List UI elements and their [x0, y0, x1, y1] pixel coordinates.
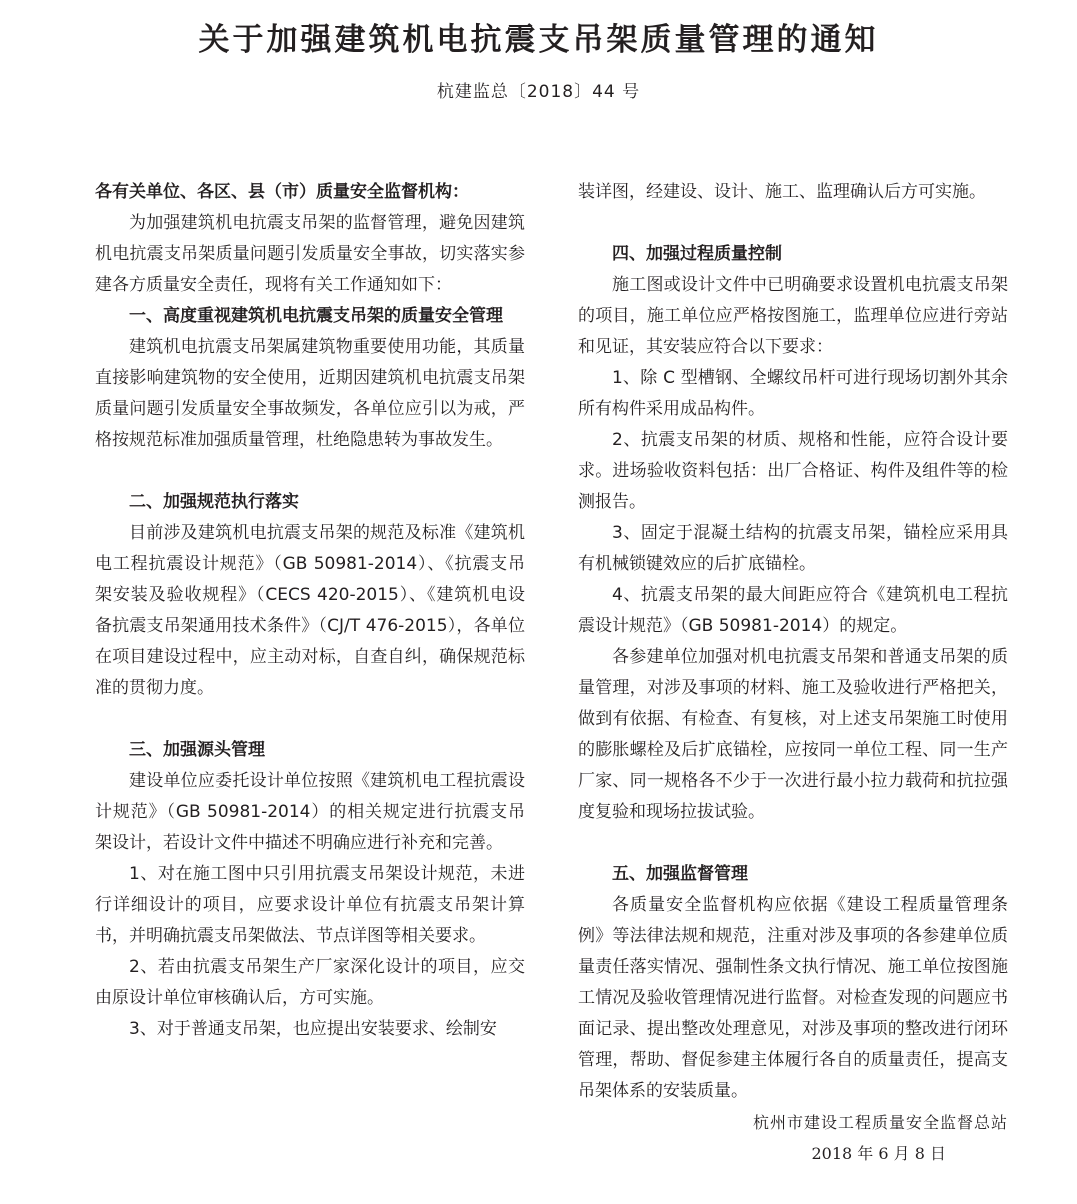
left-column — [95, 177, 525, 1045]
signature: 杭州市建设工程质量安全监督总站 — [752, 1113, 1008, 1132]
spacer — [95, 456, 525, 487]
section-4-heading: 四、加强过程质量控制 — [612, 244, 782, 264]
section-3-item-2: 2、若由抗震支吊架生产厂家深化设计的项目，应交由原设计单位审核确认后，方可实施。 — [95, 957, 525, 1008]
section-2-heading: 二、加强规范执行落实 — [129, 492, 299, 512]
document-title: 关于加强建筑机电抗震支吊架质量管理的通知 — [198, 22, 879, 58]
spacer — [578, 208, 1008, 239]
section-2-paragraph: 目前涉及建筑机电抗震支吊架的规范及标准《建筑机电工程抗震设计规范》（GB 50981-2014）、《抗震支吊架安装及验收规程》（CECS 420-2015）、《建筑机电设备抗震支吊架通用技术条件》（CJ/T 476-2015），各单位在项目建设过程中，应主动对标，自查自纠，确保规范标准的贯彻力度。 — [95, 523, 525, 698]
section-5-paragraph: 各质量安全监督机构应依据《建设工程质量管理条例》等法律法规和规范，注重对涉及事项的各参建单位质量责任落实情况、强制性条文执行情况、施工单位按图施工情况及验收管理情况进行监督。对检查发现的问题应书面记录、提出整改处理意见，对涉及事项的整改进行闭环管理，帮助、督促参建主体履行各自的质量责任，提高支吊架体系的安装质量。 — [578, 895, 1008, 1101]
section-3-paragraph: 建设单位应委托设计单位按照《建筑机电工程抗震设计规范》（GB 50981-2014）的相关规定进行抗震支吊架设计，若设计文件中描述不明确应进行补充和完善。 — [95, 771, 525, 853]
section-1-heading: 一、高度重视建筑机电抗震支吊架的质量安全管理 — [129, 306, 503, 326]
signature-date: 2018 年 6 月 8 日 — [811, 1144, 946, 1163]
section-1-paragraph: 建筑机电抗震支吊架属建筑物重要使用功能，其质量直接影响建筑物的安全使用，近期因建筑机电抗震支吊架质量问题引发质量安全事故频发，各单位应引以为戒，严格按规范标准加强质量管理，杜绝隐患转为事故发生。 — [95, 337, 525, 450]
document-number: 杭建监总〔2018〕44 号 — [436, 82, 641, 102]
section-5-heading: 五、加强监督管理 — [612, 864, 748, 884]
section-4-paragraph: 施工图或设计文件中已明确要求设置机电抗震支吊架的项目，施工单位应严格按图施工，监理单位应进行旁站和见证，其安装应符合以下要求： — [578, 275, 1008, 357]
spacer — [95, 704, 525, 735]
right-column — [578, 177, 1008, 1169]
section-4-item-3: 3、固定于混凝土结构的抗震支吊架，锚栓应采用具有机械锁键效应的后扩底锚栓。 — [578, 523, 1008, 574]
section-3-item-3: 3、对于普通支吊架，也应提出安装要求、绘制安 — [129, 1019, 497, 1039]
intro-paragraph: 为加强建筑机电抗震支吊架的监督管理，避免因建筑机电抗震支吊架质量问题引发质量安全事故，切实落实参建各方质量安全责任，现将有关工作通知如下： — [95, 213, 525, 295]
section-4-item-4: 4、抗震支吊架的最大间距应符合《建筑机电工程抗震设计规范》（GB 50981-2014）的规定。 — [578, 585, 1008, 636]
section-4-item-1: 1、除 C 型槽钢、全螺纹吊杆可进行现场切割外其余所有构件采用成品构件。 — [578, 368, 1008, 419]
section-3-heading: 三、加强源头管理 — [129, 740, 265, 760]
addressee: 各有关单位、各区、县（市）质量安全监督机构： — [95, 182, 469, 202]
section-4-summary: 各参建单位加强对机电抗震支吊架和普通支吊架的质量管理，对涉及事项的材料、施工及验收进行严格把关，做到有依据、有检查、有复核，对上述支吊架施工时使用的膨胀螺栓及后扩底锚栓，应按同一单位工程、同一生产厂家、同一规格各不少于一次进行最小拉力载荷和抗拉强度复验和现场拉拔试验。 — [578, 647, 1008, 822]
section-4-item-2: 2、抗震支吊架的材质、规格和性能，应符合设计要求。进场验收资料包括：出厂合格证、构件及组件等的检测报告。 — [578, 430, 1008, 512]
section-3-item-3-continued: 装详图，经建设、设计、施工、监理确认后方可实施。 — [578, 182, 986, 202]
spacer — [578, 828, 1008, 859]
section-3-item-1: 1、对在施工图中只引用抗震支吊架设计规范，未进行详细设计的项目，应要求设计单位有抗震支吊架计算书，并明确抗震支吊架做法、节点详图等相关要求。 — [95, 864, 525, 946]
